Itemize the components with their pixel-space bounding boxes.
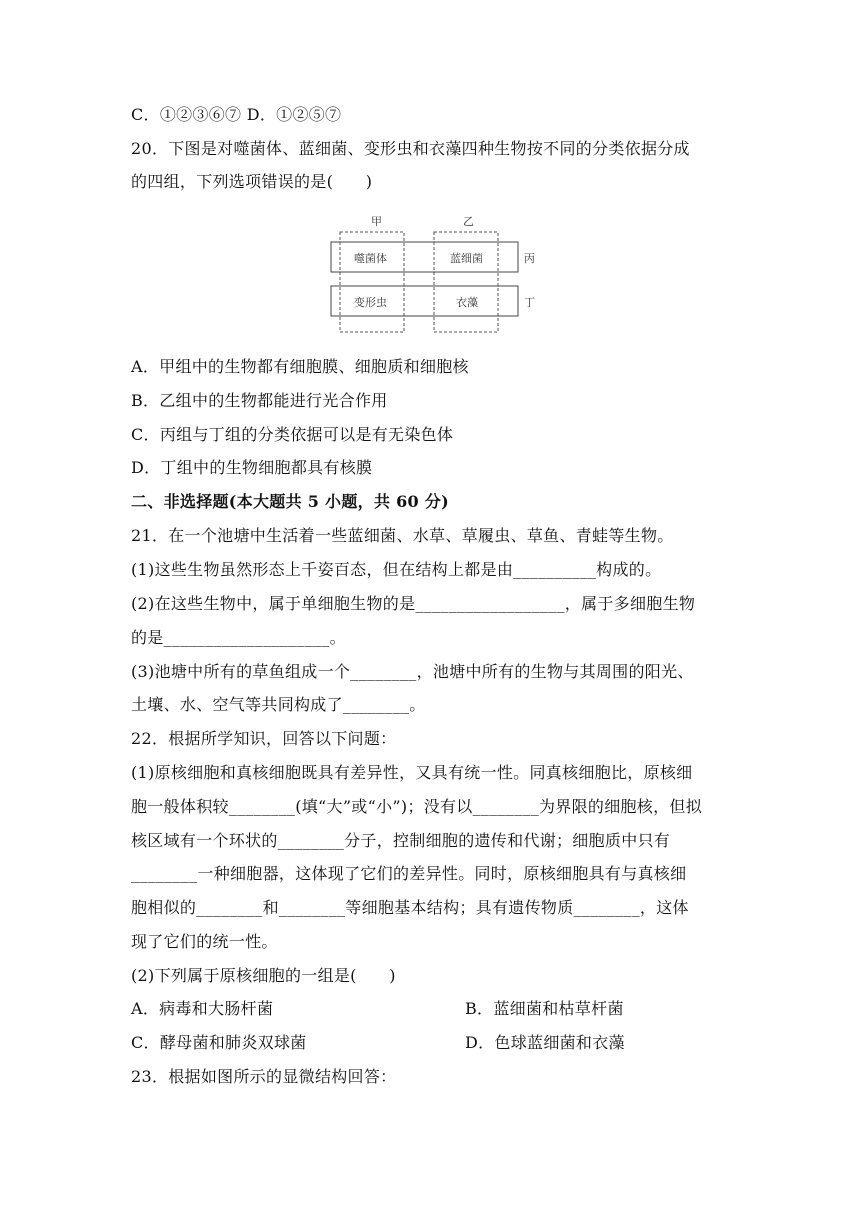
q22-option-a: A．病毒和大肠杆菌 [131, 999, 274, 1018]
q22-part1-line3: 核区域有一个环状的________分子，控制细胞的遗传和代谢；细胞质中只有 [131, 831, 671, 850]
q20-option-c: C．丙组与丁组的分类依据可以是有无染色体 [131, 425, 454, 444]
q20-stem-line1: 20．下图是对噬菌体、蓝细菌、变形虫和衣藻四种生物按不同的分类依据分成 [131, 139, 690, 158]
group-jia-box [340, 232, 404, 332]
q20-option-a: A．甲组中的生物都有细胞膜、细胞质和细胞核 [131, 357, 469, 376]
cell-phage: 噬菌体 [354, 252, 387, 265]
q22-stem: 22．根据所学知识，回答以下问题： [131, 729, 397, 748]
group-yi-box [434, 232, 498, 332]
cell-cyanobacteria: 蓝细菌 [450, 252, 483, 265]
cell-amoeba: 变形虫 [354, 296, 387, 309]
q22-part1-line6: 现了它们的统一性。 [131, 932, 278, 951]
row-label-bing: 丙 [524, 252, 535, 265]
q22-option-c: C．酵母菌和肺炎双球菌 [131, 1033, 307, 1052]
column-label-jia: 甲 [371, 215, 382, 228]
q22-part1-line4: ________一种细胞器，这体现了它们的差异性。同时，原核细胞具有与真核细 [131, 864, 687, 883]
classification-diagram [330, 209, 545, 337]
q21-part3-line1: (3)池塘中所有的草鱼组成一个________，池塘中所有的生物与其周围的阳光、 [131, 662, 694, 681]
q22-part1-line5: 胞相似的________和________等细胞基本结构；具有遗传物质________，这体 [131, 898, 689, 917]
q21-part2-line2: 的是____________________。 [131, 628, 346, 647]
q22-part1-line1: (1)原核细胞和真核细胞既具有差异性，又具有统一性。同真核细胞比，原核细 [131, 763, 693, 782]
q22-option-d: D．色球蓝细菌和衣藻 [465, 1033, 625, 1052]
q23-stem: 23．根据如图所示的显微结构回答： [131, 1067, 397, 1086]
q20-option-b: B．乙组中的生物都能进行光合作用 [131, 391, 388, 410]
row-label-ding: 丁 [524, 296, 535, 309]
column-label-yi: 乙 [463, 215, 474, 228]
q19-options-cd: C．①②③⑥⑦ D．①②⑤⑦ [131, 105, 342, 124]
q22-option-b: B．蓝细菌和枯草杆菌 [465, 999, 624, 1018]
q20-stem-line2: 的四组，下列选项错误的是( ) [131, 172, 373, 191]
q21-stem: 21．在一个池塘中生活着一些蓝细菌、水草、草履虫、草鱼、青蛙等生物。 [131, 526, 674, 545]
section-heading-non-choice: 二、非选择题(本大题共 5 小题，共 60 分) [131, 492, 450, 511]
q22-part2-stem: (2)下列属于原核细胞的一组是( ) [131, 966, 396, 985]
classification-diagram-svg [330, 209, 545, 337]
q21-part3-line2: 土壤、水、空气等共同构成了________。 [131, 695, 426, 714]
q22-part1-line2: 胞一般体积较________(填“大”或“小”)；没有以________为界限的细胞核，但拟 [131, 797, 703, 816]
cell-chlamydomonas: 衣藻 [456, 296, 478, 309]
q20-option-d: D．丁组中的生物细胞都具有核膜 [131, 458, 373, 477]
q21-part2-line1: (2)在这些生物中，属于单细胞生物的是__________________，属于多细胞生物 [131, 594, 696, 613]
q21-part1: (1)这些生物虽然形态上千姿百态，但在结构上都是由__________构成的。 [131, 560, 662, 579]
